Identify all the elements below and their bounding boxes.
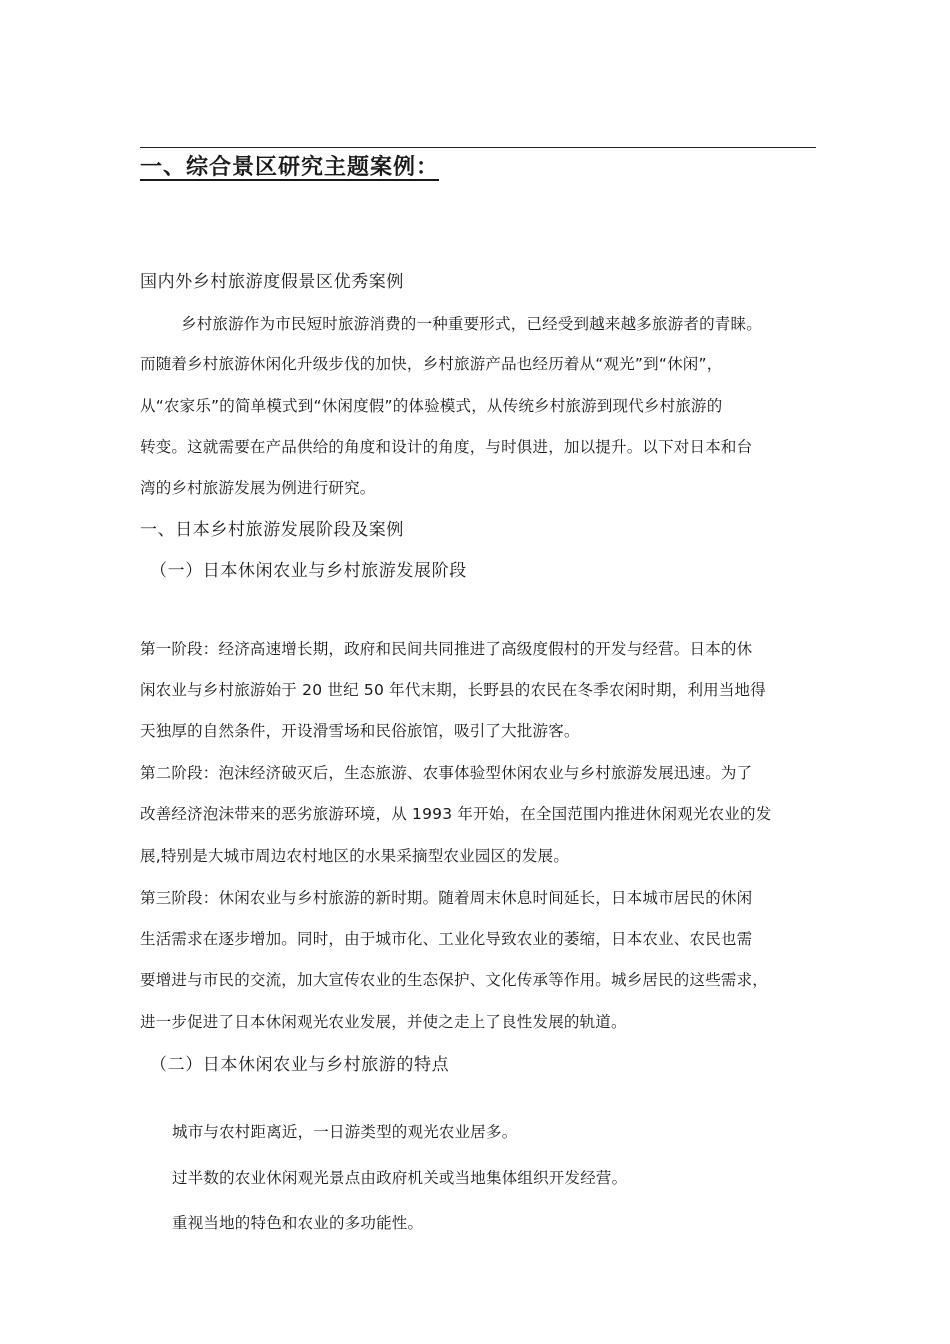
stage-line: 第一阶段：经济高速增长期，政府和民间共同推进了高级度假村的开发与经营。日本的休 [140, 640, 753, 658]
stage-line: 要增进与市民的交流，加大宣传农业的生态保护、文化传承等作用。城乡居民的这些需求， [140, 971, 769, 989]
feature-item: 城市与农村距离近，一日游类型的观光农业居多。 [172, 1123, 518, 1141]
section-heading: 一、日本乡村旅游发展阶段及案例 [140, 520, 404, 540]
subsection-heading: （二）日本休闲农业与乡村旅游的特点 [150, 1055, 450, 1075]
stage-line: 展,特别是大城市周边农村地区的水果采摘型农业园区的发展。 [140, 847, 570, 865]
subsection-heading: （一）日本休闲农业与乡村旅游发展阶段 [150, 561, 467, 581]
stage-line: 闲农业与乡村旅游始于 20 世纪 50 年代末期，长野县的农民在冬季农闲时期，利用当地得 [140, 681, 766, 699]
intro-line: 从“农家乐”的简单模式到“休闲度假”的体验模式，从传统乡村旅游到现代乡村旅游的 [140, 397, 723, 415]
stage-line: 进一步促进了日本休闲观光农业发展，并使之走上了良性发展的轨道。 [140, 1013, 627, 1031]
stage-line: 第三阶段：休闲农业与乡村旅游的新时期。随着周末休息时间延长，日本城市居民的休闲 [140, 889, 753, 907]
header-rule [140, 147, 816, 148]
stage-line: 生活需求在逐步增加。同时，由于城市化、工业化导致农业的萎缩，日本农业、农民也需 [140, 930, 753, 948]
stage-line: 改善经济泡沫带来的恶劣旅游环境，从 1993 年开始，在全国范围内推进休闲观光农业的发 [140, 805, 772, 823]
page-heading: 一、综合景区研究主题案例： [140, 155, 440, 180]
stage-line: 第二阶段：泡沫经济破灭后，生态旅游、农事体验型休闲农业与乡村旅游发展迅速。为了 [140, 764, 753, 782]
intro-line: 而随着乡村旅游休闲化升级步伐的加快，乡村旅游产品也经历着从“观光”到“休闲”， [140, 355, 723, 373]
feature-item: 重视当地的特色和农业的多功能性。 [172, 1214, 424, 1232]
intro-line: 湾的乡村旅游发展为例进行研究。 [140, 479, 376, 497]
intro-line: 乡村旅游作为市民短时旅游消费的一种重要形式，已经受到越来越多旅游者的青睐。 [181, 315, 762, 333]
feature-item: 过半数的农业休闲观光景点由政府机关或当地集体组织开发经营。 [172, 1169, 628, 1187]
document-subtitle: 国内外乡村旅游度假景区优秀案例 [140, 272, 404, 292]
intro-line: 转变。这就需要在产品供给的角度和设计的角度，与时俱进，加以提升。以下对日本和台 [140, 438, 753, 456]
stage-line: 天独厚的自然条件，开设滑雪场和民俗旅馆，吸引了大批游客。 [140, 722, 580, 740]
